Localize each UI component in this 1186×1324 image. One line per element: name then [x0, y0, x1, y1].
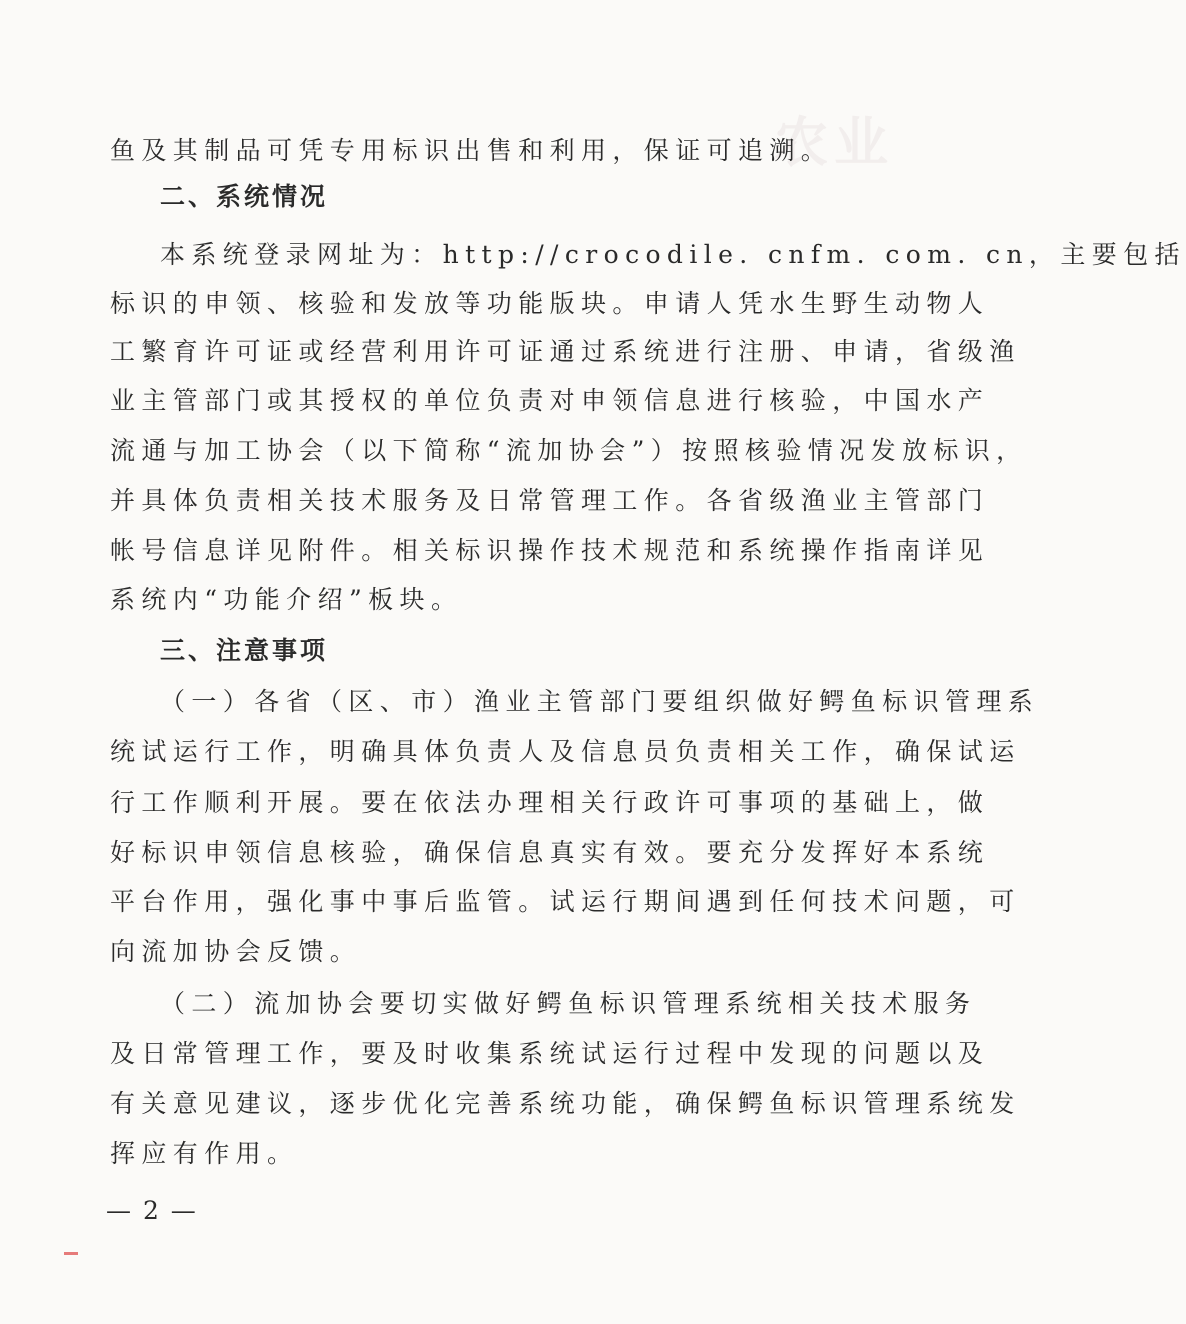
body-line-2: 本系统登录网址为：http://crocodile. cnfm. com. cn，主要包括: [160, 240, 1186, 269]
body-line-19: 挥应有作用。: [110, 1139, 299, 1168]
body-line-9: 系统内“功能介绍”板块。: [110, 585, 463, 614]
body-line-7: 并具体负责相关技术服务及日常管理工作。各省级渔业主管部门: [110, 486, 990, 515]
section-heading-system: 二、系统情况: [160, 182, 329, 211]
body-line-5: 业主管部门或其授权的单位负责对申领信息进行核验，中国水产: [110, 386, 990, 415]
show-through-stamp: 农业: [774, 110, 894, 174]
body-line-1: 鱼及其制品可凭专用标识出售和利用，保证可追溯。: [110, 136, 833, 165]
red-ink-mark: [64, 1252, 78, 1255]
body-line-16: （二）流加协会要切实做好鳄鱼标识管理系统相关技术服务: [160, 989, 977, 1018]
body-line-4: 工繁育许可证或经营利用许可证通过系统进行注册、申请，省级渔: [110, 337, 1021, 366]
body-line-10: （一）各省（区、市）渔业主管部门要组织做好鳄鱼标识管理系: [160, 687, 1040, 716]
body-line-14: 平台作用，强化事中事后监管。试运行期间遇到任何技术问题，可: [110, 887, 1021, 916]
body-line-11: 统试运行工作，明确具体负责人及信息员负责相关工作，确保试运: [110, 737, 1021, 766]
body-line-12: 行工作顺利开展。要在依法办理相关行政许可事项的基础上，做: [110, 788, 990, 817]
body-line-13: 好标识申领信息核验，确保信息真实有效。要充分发挥好本系统: [110, 838, 990, 867]
body-line-6: 流通与加工协会（以下简称“流加协会”）按照核验情况发放标识，: [110, 436, 1028, 465]
body-line-15: 向流加协会反馈。: [110, 937, 362, 966]
body-line-18: 有关意见建议，逐步优化完善系统功能，确保鳄鱼标识管理系统发: [110, 1089, 1021, 1118]
page-number: — 2 —: [106, 1196, 198, 1225]
body-line-17: 及日常管理工作，要及时收集系统试运行过程中发现的问题以及: [110, 1039, 990, 1068]
body-line-3: 标识的申领、核验和发放等功能版块。申请人凭水生野生动物人: [110, 289, 990, 318]
body-line-8: 帐号信息详见附件。相关标识操作技术规范和系统操作指南详见: [110, 536, 990, 565]
section-heading-notes: 三、注意事项: [160, 636, 329, 665]
